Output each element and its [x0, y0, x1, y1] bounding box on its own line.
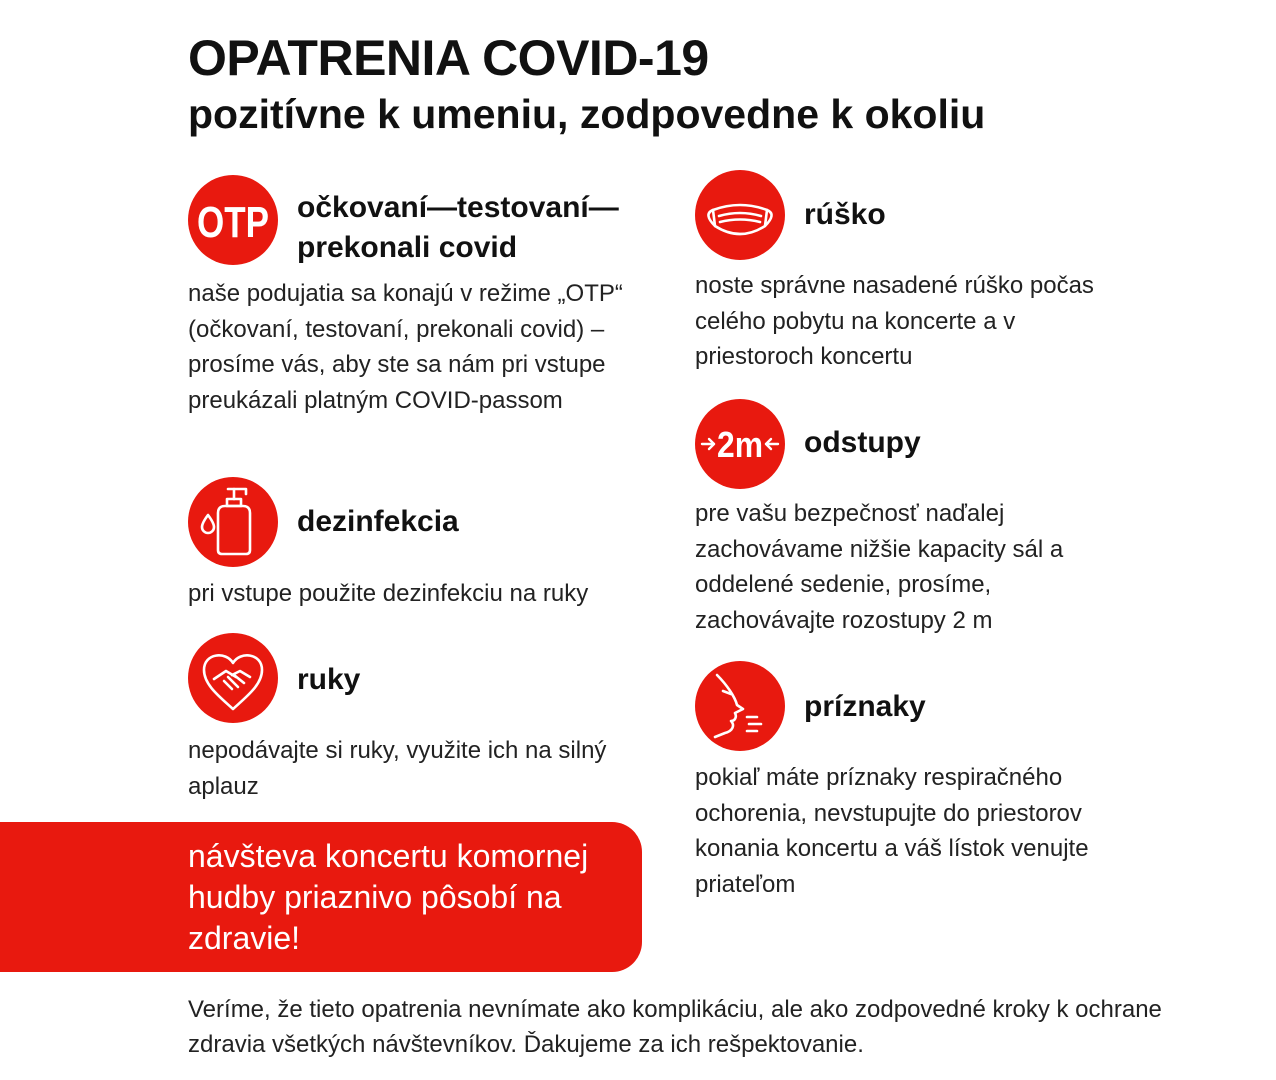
- distance-icon-label: 2m: [717, 424, 763, 465]
- priznaky-title: príznaky: [804, 690, 926, 723]
- odstupy-text: pre vašu bezpečnosť naďalej zachovávame nižšie kapacity sál a oddelené sedenie, prosíme, zachovávajte rozostupy 2 m: [695, 500, 1064, 634]
- dezinfekcia-text: pri vstupe použite dezinfekciu na ruky: [188, 580, 589, 607]
- otp-icon: [188, 175, 278, 265]
- page-subtitle: pozitívne k umeniu, zodpovedne k okoliu: [188, 91, 986, 137]
- banner-text: návšteva koncertu komornej hudby priaznivo pôsobí na zdravie!: [188, 838, 589, 956]
- priznaky-text: pokiaľ máte príznaky respiračného ochorenia, nevstupujte do priestorov konania koncertu a váš lístok venujte priateľom: [695, 764, 1089, 898]
- otp-icon-label: OTP: [197, 198, 269, 247]
- odstupy-title: odstupy: [804, 426, 921, 459]
- otp-text: naše podujatia sa konajú v režime „OTP“ (očkovaní, testovaní, prekonali covid) – prosíme vás, aby ste sa nám pri vstupe preukázali platným COVID-passom: [188, 280, 623, 414]
- ruky-title: ruky: [297, 663, 361, 696]
- ruky-text: nepodávajte si ruky, využite ich na silný aplauz: [188, 737, 607, 800]
- page-title: OPATRENIA COVID-19: [188, 30, 709, 86]
- distance-icon: [695, 399, 785, 489]
- face-mask-icon: [695, 170, 785, 260]
- footer-note: Veríme, že tieto opatrenia nevnímate ako komplikáciu, ale ako zodpovedné kroky k ochrane zdravia všetkých návštevníkov. Ďakujeme za ich rešpektovanie.: [188, 996, 1162, 1058]
- rusko-title: rúško: [804, 198, 886, 231]
- otp-title: očkovaní—testovaní—prekonali covid: [297, 191, 619, 264]
- health-banner: [0, 822, 642, 972]
- handshake-icon: [188, 633, 278, 723]
- cough-icon: [695, 661, 785, 751]
- dezinfekcia-title: dezinfekcia: [297, 505, 459, 538]
- rusko-text: noste správne nasadené rúško počas celého pobytu na koncerte a v priestoroch koncertu: [695, 272, 1094, 370]
- sanitizer-icon: [188, 477, 278, 567]
